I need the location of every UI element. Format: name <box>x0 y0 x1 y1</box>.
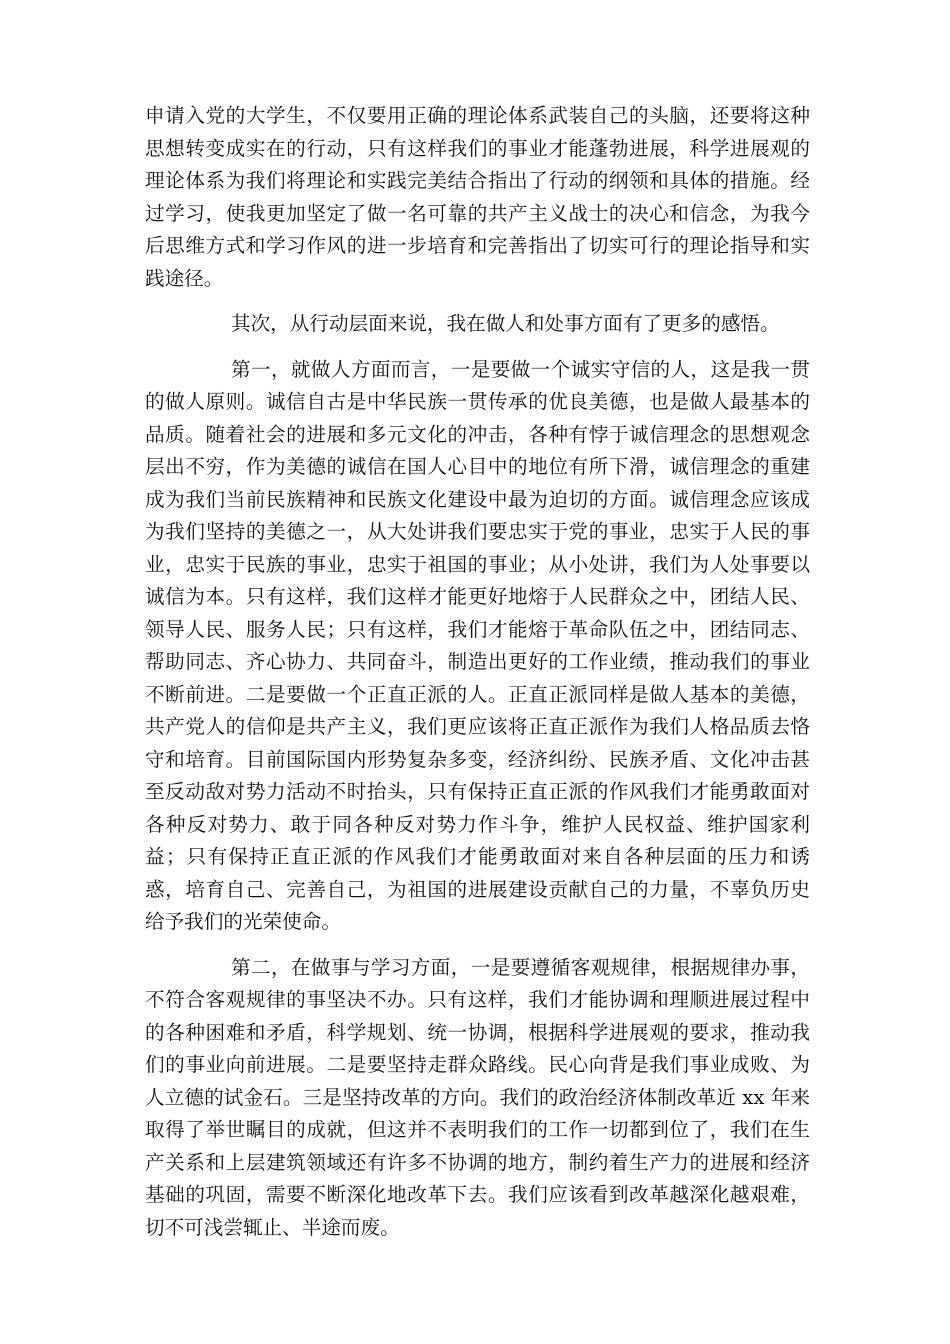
paragraph-4: 第二，在做事与学习方面，一是要遵循客观规律，根据规律办事，不符合客观规律的事坚决不办。只有这样，我们才能协调和理顺进展过程中的各种困难和矛盾，科学规划、统一协调，根据科学进展观的要求，推动我们的事业向前进展。二是要坚持走群众路线。民心向背是我们事业成败、为人立德的试金石。三是坚持改革的方向。我们的政治经济体制改革近 xx 年来取得了举世瞩目的成就，但这并不表明我们的工作一切都到位了，我们在生产关系和上层建筑领域还有许多不协调的地方，制约着生产力的进展和经济基础的巩固，需要不断深化地改革下去。我们应该看到改革越深化越艰难，切不可浅尝辄止、半途而废。 <box>145 955 810 1239</box>
paragraph-3: 第一，就做人方面而言，一是要做一个诚实守信的人，这是我一贯的做人原则。诚信自古是中华民族一贯传承的优良美德，也是做人最基本的品质。随着社会的进展和多元文化的冲击，各种有悖于诚信理念的思想观念层出不穷，作为美德的诚信在国人心目中的地位有所下滑，诚信理念的重建成为我们当前民族精神和民族文化建设中最为迫切的方面。诚信理念应该成为我们坚持的美德之一，从大处讲我们要忠实于党的事业，忠实于人民的事业，忠实于民族的事业，忠实于祖国的事业；从小处讲，我们为人处事要以诚信为本。只有这样，我们这样才能更好地熔于人民群众之中，团结人民、领导人民、服务人民；只有这样，我们才能熔于革命队伍之中，团结同志、帮助同志、齐心协力、共同奋斗，制造出更好的工作业绩，推动我们的事业不断前进。二是要做一个正直正派的人。正直正派同样是做人基本的美德，共产党人的信仰是共产主义，我们更应该将正直正派作为我们人格品质去恪守和培育。目前国际国内形势复杂多变，经济纠纷、民族矛盾、文化冲击甚至反动敌对势力活动不时抬头，只有保持正直正派的作风我们才能勇敢面对各种反对势力、敢于同各种反对势力作斗争，维护人民权益、维护国家利益；只有保持正直正派的作风我们才能勇敢面对来自各种层面的压力和诱惑，培育自己、完善自己，为祖国的进展建设贡献自己的力量，不辜负历史给予我们的光荣使命。 <box>145 357 810 933</box>
paragraph-2: 其次，从行动层面来说，我在做人和处事方面有了更多的感悟。 <box>231 312 780 335</box>
document-page <box>145 100 810 1244</box>
paragraph-1: 申请入党的大学生，不仅要用正确的理论体系武装自己的头脑，还要将这种思想转变成实在的行动，只有这样我们的事业才能蓬勃进展，科学进展观的理论体系为我们将理论和实践完美结合指出了行动的纲领和具体的措施。经过学习，使我更加坚定了做一名可靠的共产主义战士的决心和信念，为我今后思维方式和学习作风的进一步培育和完善指出了切实可行的理论指导和实践途径。 <box>145 104 810 290</box>
